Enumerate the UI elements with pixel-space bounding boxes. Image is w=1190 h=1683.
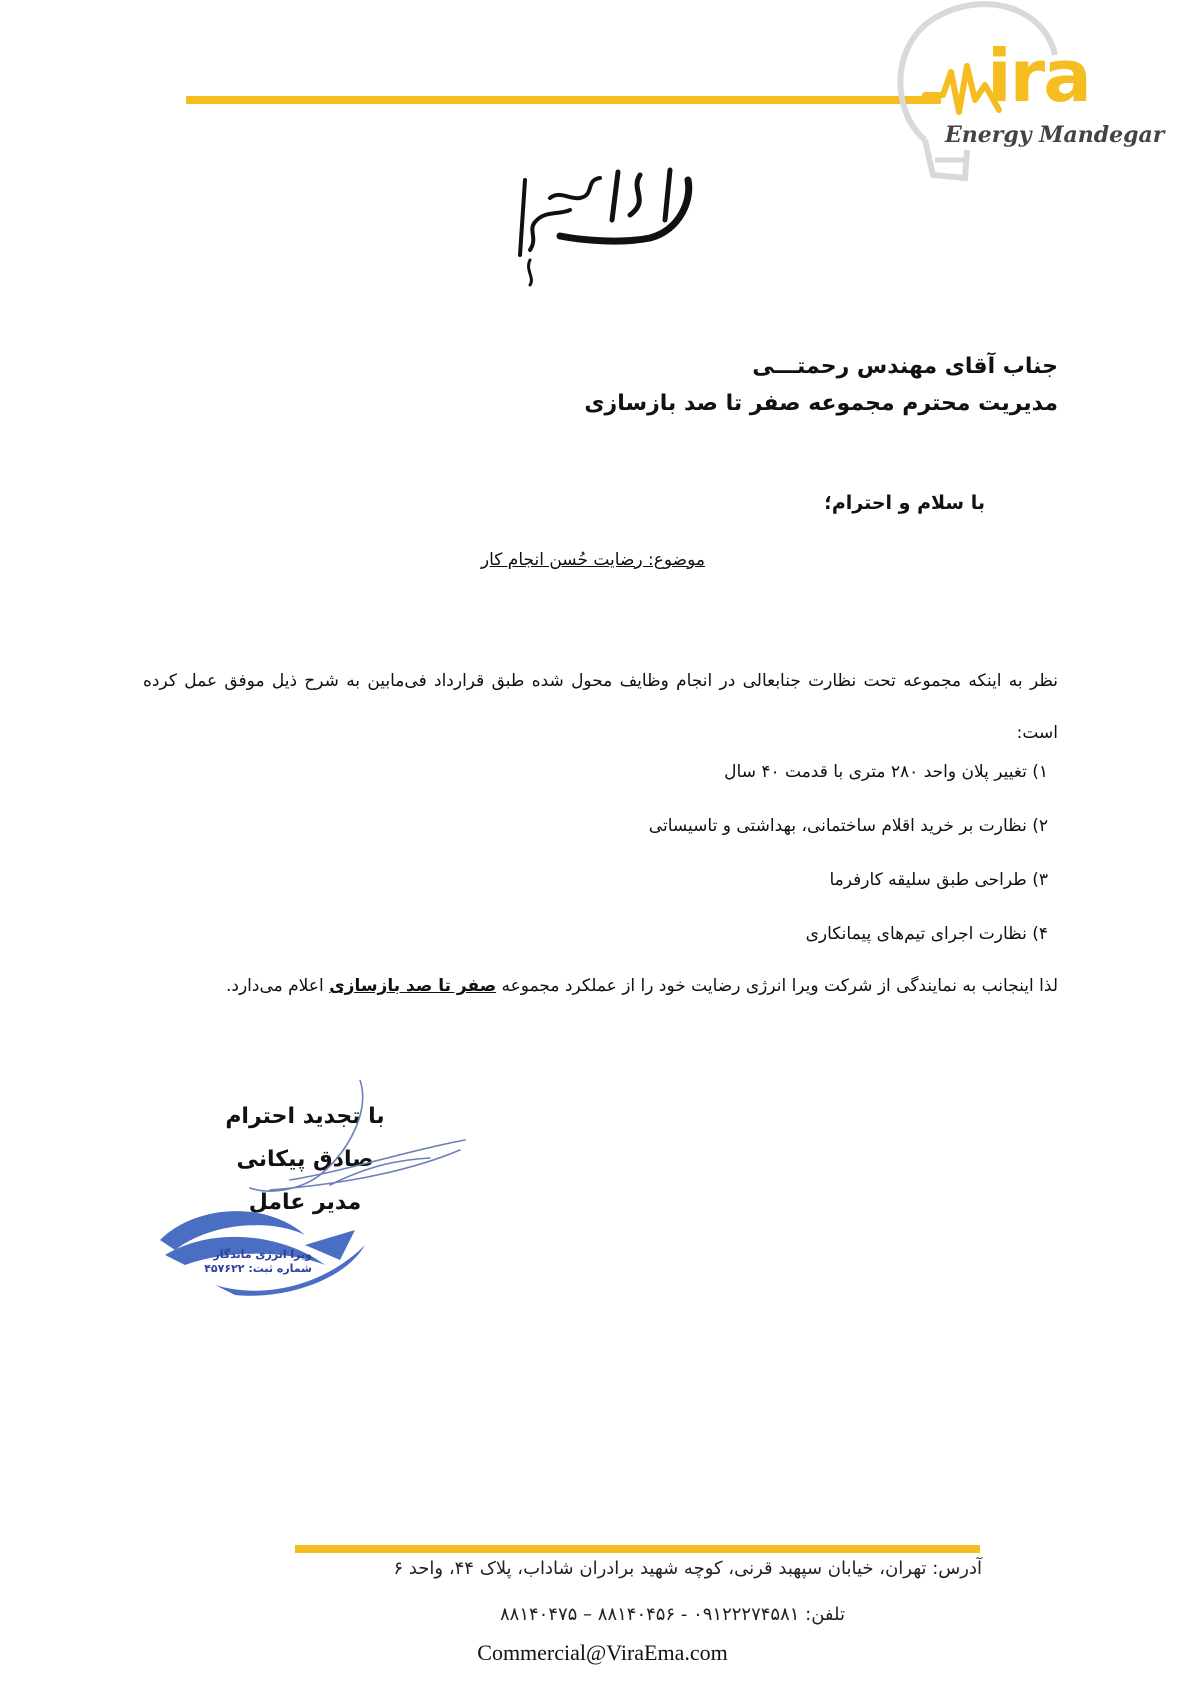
signer-name: صادق پیکانی [236,1147,374,1172]
conclusion-text-after: اعلام می‌دارد. [225,976,330,996]
stamp-registration: شماره ثبت: ۴۵۷۶۲۲ [204,1262,312,1275]
footer-address: آدرس: تهران، خیابان سپهبد قرنی، کوچه شهید برادران شاداب، پلاک ۴۴، واحد ۶ [393,1558,982,1579]
recipient-block [358,348,1058,422]
header-rule [186,96,941,104]
company-logo [895,0,1165,190]
conclusion-text-before: لذا اینجانب به نمایندگی از شرکت ویرا انرژی رضایت خود را از عملکرد مجموعه [496,976,1058,996]
basmala-calligraphy [500,160,700,290]
footer-rule [295,1545,980,1553]
footer-phone: تلفن: ۰۹۱۲۲۲۷۴۵۸۱ - ۸۸۱۴۰۴۵۶ – ۸۸۱۴۰۴۷۵ [499,1604,845,1625]
achievements-list [348,757,1048,973]
company-name-emphasis: صفر تا صد بازسازی [329,976,497,996]
footer-email-wrap [0,1640,1190,1666]
list-item: ۲) نظارت بر خرید اقلام ساختمانی، بهداشتی و تاسیساتی [648,816,1048,836]
conclusion-paragraph [143,976,1058,996]
logo-word: ira [987,34,1090,118]
recipient-name: جناب آقای مهندس رحمتـــی [752,354,1058,379]
list-item: ۳) طراحی طبق سلیقه کارفرما [829,870,1048,890]
stamp-text [162,1248,312,1276]
recipient-title: مدیریت محترم مجموعه صفر تا صد بازسازی [584,391,1058,416]
signer-title: مدیر عامل [248,1190,362,1215]
subject-line: موضوع: رضایت حُسن انجام کار [480,550,705,570]
body-paragraph: نظر به اینکه مجموعه تحت نظارت جنابعالی در انجام وظایف محول شده طبق قرارداد فی‌مابین به شرح ذیل موفق عمل کرده است: [143,671,1058,743]
footer-email-link[interactable]: Commercial@ViraEma.com [477,1640,728,1665]
logo-tagline: Energy Mandegar [945,122,1165,148]
stamp-company: ویرا انرژی ماندگار [213,1248,312,1261]
list-item: ۴) نظارت اجرای تیم‌های پیمانکاری [805,924,1048,944]
closing-text: با تجدید احترام [225,1104,385,1129]
list-item: ۱) تغییر پلان واحد ۲۸۰ متری با قدمت ۴۰ سال [724,762,1048,782]
greeting: با سلام و احترام؛ [824,492,985,514]
